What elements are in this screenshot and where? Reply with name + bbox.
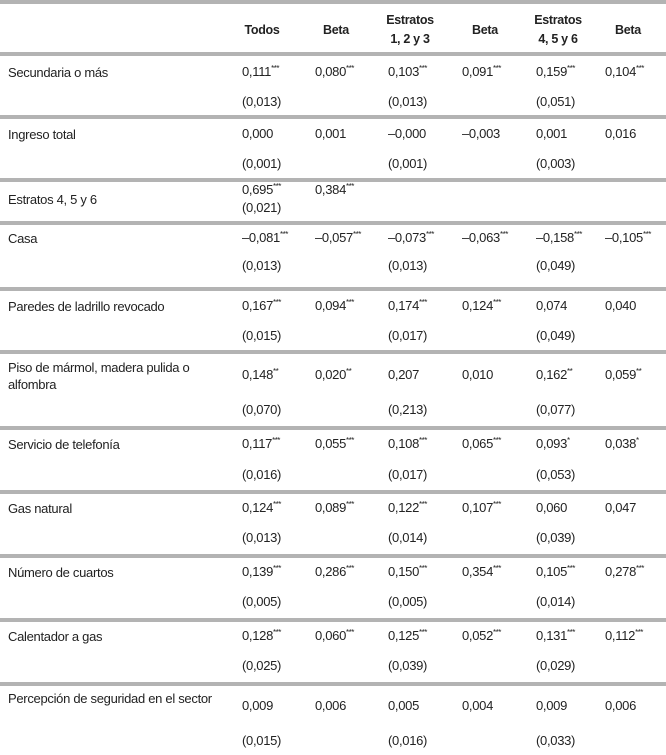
- coefficient-value: –0,063: [462, 230, 500, 245]
- coefficient: [536, 367, 572, 382]
- coefficient: [388, 564, 427, 579]
- coefficient-value: 0,089: [315, 500, 347, 515]
- coefficient: [315, 64, 354, 79]
- row-divider: [0, 554, 666, 558]
- coefficient-value: 0,108: [388, 436, 420, 451]
- coefficient-value: –0,105: [605, 230, 643, 245]
- coefficient-value: 0,695: [242, 182, 274, 197]
- significance-stars: **: [273, 367, 279, 376]
- standard-error: (0,015): [242, 733, 282, 748]
- standard-error: (0,013): [242, 94, 282, 109]
- coefficient-value: 0,038: [605, 436, 637, 451]
- coefficient: [242, 698, 273, 713]
- significance-stars: ***: [273, 564, 281, 573]
- significance-stars: ***: [493, 436, 501, 445]
- significance-stars: ***: [273, 182, 281, 191]
- coefficient: [462, 230, 508, 245]
- significance-stars: ***: [636, 564, 644, 573]
- significance-stars: *: [636, 436, 639, 445]
- significance-stars: ***: [419, 564, 427, 573]
- coefficient: [242, 500, 281, 515]
- coefficient-value: –0,158: [536, 230, 574, 245]
- coefficient-value: 0,148: [242, 367, 274, 382]
- coefficient-value: 0,004: [462, 698, 494, 713]
- coefficient-value: 0,125: [388, 628, 420, 643]
- coefficient: [388, 367, 419, 382]
- standard-error: (0,015): [242, 328, 282, 343]
- significance-stars: **: [567, 367, 573, 376]
- column-header-line1: Beta: [615, 23, 641, 37]
- significance-stars: ***: [419, 298, 427, 307]
- coefficient: [605, 126, 636, 141]
- coefficient: [242, 126, 273, 141]
- coefficient-value: 0,047: [605, 500, 637, 515]
- coefficient-value: 0,139: [242, 564, 274, 579]
- row-divider: [0, 426, 666, 430]
- standard-error: (0,017): [388, 328, 428, 343]
- column-header: [296, 22, 376, 39]
- significance-stars: ***: [352, 230, 361, 239]
- coefficient: [388, 698, 419, 713]
- coefficient-value: 0,354: [462, 564, 494, 579]
- significance-stars: ***: [573, 230, 582, 239]
- coefficient: [388, 298, 427, 313]
- coefficient: [242, 367, 278, 382]
- column-header: [588, 22, 666, 39]
- coefficient-value: 0,080: [315, 64, 347, 79]
- coefficient: [536, 628, 575, 643]
- coefficient-value: 0,124: [462, 298, 494, 313]
- coefficient-value: 0,162: [536, 367, 568, 382]
- row-label: Servicio de telefonía: [8, 437, 120, 452]
- standard-error: (0,003): [536, 156, 576, 171]
- significance-stars: ***: [493, 628, 501, 637]
- coefficient: [315, 230, 361, 245]
- column-header-line1: Estratos: [534, 13, 582, 27]
- column-header: [518, 12, 598, 48]
- standard-error: (0,013): [388, 258, 428, 273]
- coefficient-value: 0,278: [605, 564, 637, 579]
- significance-stars: ***: [272, 436, 280, 445]
- standard-error: (0,049): [536, 328, 576, 343]
- coefficient-value: 0,103: [388, 64, 420, 79]
- coefficient: [315, 698, 346, 713]
- significance-stars: ***: [273, 628, 281, 637]
- row-label: Piso de mármol, madera pulida o alfombra: [8, 360, 190, 392]
- standard-error: (0,013): [242, 530, 282, 545]
- coefficient-value: 0,117: [242, 436, 273, 451]
- significance-stars: ***: [642, 230, 651, 239]
- coefficient-value: 0,059: [605, 367, 637, 382]
- row-label: Estratos 4, 5 y 6: [8, 192, 97, 207]
- column-header-line1: Estratos: [386, 13, 434, 27]
- coefficient: [462, 436, 501, 451]
- coefficient: [605, 564, 644, 579]
- standard-error: (0,049): [536, 258, 576, 273]
- significance-stars: ***: [499, 230, 508, 239]
- coefficient: [536, 230, 582, 245]
- column-header-line1: Beta: [472, 23, 498, 37]
- standard-error: (0,033): [536, 733, 576, 748]
- coefficient: [388, 230, 434, 245]
- coefficient: [462, 500, 501, 515]
- coefficient: [462, 698, 493, 713]
- coefficient-value: 0,131: [536, 628, 568, 643]
- coefficient: [605, 698, 636, 713]
- coefficient-value: 0,010: [462, 367, 494, 382]
- significance-stars: ***: [271, 64, 279, 73]
- coefficient: [388, 436, 427, 451]
- coefficient-value: 0,111: [242, 64, 272, 79]
- row-label: Percepción de seguridad en el sector: [8, 691, 212, 706]
- significance-stars: ***: [425, 230, 434, 239]
- coefficient-value: 0,112: [605, 628, 636, 643]
- row-label: Casa: [8, 231, 38, 246]
- coefficient-value: 0,060: [536, 500, 568, 515]
- coefficient: [242, 182, 281, 197]
- coefficient-value: –0,000: [388, 126, 426, 141]
- significance-stars: ***: [635, 628, 643, 637]
- standard-error: (0,213): [388, 402, 428, 417]
- coefficient-value: 0,006: [315, 698, 347, 713]
- significance-stars: ***: [419, 64, 427, 73]
- coefficient-value: 0,167: [242, 298, 274, 313]
- standard-error: (0,016): [242, 467, 282, 482]
- column-header-line1: Todos: [244, 23, 280, 37]
- coefficient: [462, 298, 501, 313]
- coefficient: [462, 628, 501, 643]
- coefficient-value: 0,005: [388, 698, 420, 713]
- column-header-line1: Beta: [323, 23, 349, 37]
- coefficient: [536, 564, 575, 579]
- standard-error: (0,014): [388, 530, 428, 545]
- column-header: [222, 22, 302, 39]
- coefficient: [315, 126, 346, 141]
- coefficient-value: 0,052: [462, 628, 494, 643]
- row-label: Secundaria o más: [8, 65, 108, 80]
- coefficient-value: 0,006: [605, 698, 637, 713]
- significance-stars: ***: [493, 298, 501, 307]
- row-label: Ingreso total: [8, 127, 76, 142]
- standard-error: (0,005): [388, 594, 428, 609]
- standard-error: (0,039): [388, 658, 428, 673]
- standard-error: (0,005): [242, 594, 282, 609]
- coefficient: [315, 367, 351, 382]
- significance-stars: ***: [346, 64, 354, 73]
- row-divider: [0, 682, 666, 686]
- standard-error: (0,039): [536, 530, 576, 545]
- significance-stars: ***: [419, 500, 427, 509]
- coefficient: [605, 64, 644, 79]
- coefficient-value: 0,001: [536, 126, 568, 141]
- coefficient: [536, 436, 570, 451]
- standard-error: (0,001): [388, 156, 428, 171]
- standard-error: (0,025): [242, 658, 282, 673]
- coefficient-value: –0,003: [462, 126, 500, 141]
- standard-error: (0,051): [536, 94, 576, 109]
- row-divider: [0, 287, 666, 291]
- coefficient-value: 0,124: [242, 500, 274, 515]
- coefficient: [242, 628, 281, 643]
- standard-error: (0,021): [242, 200, 282, 215]
- coefficient-value: 0,105: [536, 564, 568, 579]
- significance-stars: ***: [273, 500, 281, 509]
- coefficient: [315, 564, 354, 579]
- coefficient: [315, 500, 354, 515]
- coefficient-value: 0,074: [536, 298, 568, 313]
- coefficient-value: –0,073: [388, 230, 426, 245]
- coefficient: [605, 500, 636, 515]
- significance-stars: ***: [419, 436, 427, 445]
- coefficient: [536, 64, 575, 79]
- significance-stars: ***: [346, 182, 354, 191]
- coefficient-value: 0,384: [315, 182, 347, 197]
- coefficient: [242, 564, 281, 579]
- coefficient-value: –0,057: [315, 230, 353, 245]
- standard-error: (0,017): [388, 467, 428, 482]
- standard-error: (0,053): [536, 467, 576, 482]
- column-header: [445, 22, 525, 39]
- column-header-line2: 4, 5 y 6: [538, 32, 578, 46]
- standard-error: (0,013): [242, 258, 282, 273]
- coefficient: [242, 298, 281, 313]
- coefficient-value: 0,060: [315, 628, 347, 643]
- coefficient: [605, 628, 643, 643]
- coefficient: [536, 500, 567, 515]
- coefficient: [605, 436, 639, 451]
- coefficient-value: 0,128: [242, 628, 274, 643]
- significance-stars: ***: [273, 298, 281, 307]
- coefficient-value: 0,150: [388, 564, 420, 579]
- coefficient-value: 0,107: [462, 500, 494, 515]
- row-divider: [0, 350, 666, 354]
- coefficient: [315, 298, 354, 313]
- row-divider: [0, 115, 666, 119]
- coefficient: [605, 230, 651, 245]
- coefficient: [242, 230, 288, 245]
- coefficient: [242, 436, 280, 451]
- significance-stars: ***: [493, 564, 501, 573]
- coefficient-value: 0,174: [388, 298, 420, 313]
- significance-stars: ***: [346, 628, 354, 637]
- row-divider: [0, 221, 666, 225]
- coefficient: [462, 64, 501, 79]
- significance-stars: ***: [346, 298, 354, 307]
- significance-stars: ***: [279, 230, 288, 239]
- column-header-line2: 1, 2 y 3: [390, 32, 430, 46]
- standard-error: (0,077): [536, 402, 576, 417]
- standard-error: (0,014): [536, 594, 576, 609]
- row-divider: [0, 52, 666, 56]
- coefficient-value: 0,040: [605, 298, 637, 313]
- significance-stars: ***: [346, 500, 354, 509]
- coefficient-value: 0,009: [242, 698, 274, 713]
- coefficient: [388, 500, 427, 515]
- significance-stars: ***: [567, 628, 575, 637]
- coefficient: [388, 126, 426, 141]
- coefficient-value: 0,009: [536, 698, 568, 713]
- coefficient: [605, 298, 636, 313]
- coefficient-value: 0,065: [462, 436, 494, 451]
- coefficient-value: 0,091: [462, 64, 494, 79]
- coefficient-value: 0,094: [315, 298, 347, 313]
- coefficient-value: 0,016: [605, 126, 637, 141]
- coefficient: [462, 367, 493, 382]
- row-divider: [0, 0, 666, 4]
- significance-stars: ***: [346, 564, 354, 573]
- column-header: [370, 12, 450, 48]
- significance-stars: ***: [346, 436, 354, 445]
- coefficient-value: 0,122: [388, 500, 420, 515]
- significance-stars: ***: [493, 500, 501, 509]
- significance-stars: ***: [493, 64, 501, 73]
- row-divider: [0, 618, 666, 622]
- significance-stars: *: [567, 436, 570, 445]
- standard-error: (0,029): [536, 658, 576, 673]
- coefficient-value: 0,001: [315, 126, 347, 141]
- coefficient: [388, 628, 427, 643]
- coefficient: [315, 628, 354, 643]
- coefficient: [315, 182, 354, 197]
- coefficient-value: 0,055: [315, 436, 347, 451]
- significance-stars: ***: [636, 64, 644, 73]
- significance-stars: ***: [419, 628, 427, 637]
- row-label: Gas natural: [8, 501, 72, 516]
- coefficient-value: 0,104: [605, 64, 637, 79]
- coefficient: [536, 298, 567, 313]
- significance-stars: ***: [567, 564, 575, 573]
- significance-stars: **: [346, 367, 352, 376]
- coefficient: [605, 367, 641, 382]
- coefficient-value: 0,093: [536, 436, 568, 451]
- standard-error: (0,070): [242, 402, 282, 417]
- coefficient-value: 0,020: [315, 367, 347, 382]
- coefficient: [462, 564, 501, 579]
- row-label: Calentador a gas: [8, 629, 103, 644]
- standard-error: (0,001): [242, 156, 282, 171]
- row-label: Número de cuartos: [8, 565, 114, 580]
- coefficient-value: 0,207: [388, 367, 420, 382]
- coefficient-value: 0,000: [242, 126, 274, 141]
- significance-stars: ***: [567, 64, 575, 73]
- significance-stars: **: [636, 367, 642, 376]
- standard-error: (0,016): [388, 733, 428, 748]
- coefficient: [315, 436, 354, 451]
- coefficient-value: 0,159: [536, 64, 568, 79]
- coefficient-value: –0,081: [242, 230, 280, 245]
- coefficient: [242, 64, 279, 79]
- coefficient: [462, 126, 500, 141]
- standard-error: (0,013): [388, 94, 428, 109]
- coefficient: [536, 698, 567, 713]
- coefficient-value: 0,286: [315, 564, 347, 579]
- row-divider: [0, 490, 666, 494]
- coefficient: [536, 126, 567, 141]
- row-label: Paredes de ladrillo revocado: [8, 299, 165, 314]
- coefficient: [388, 64, 427, 79]
